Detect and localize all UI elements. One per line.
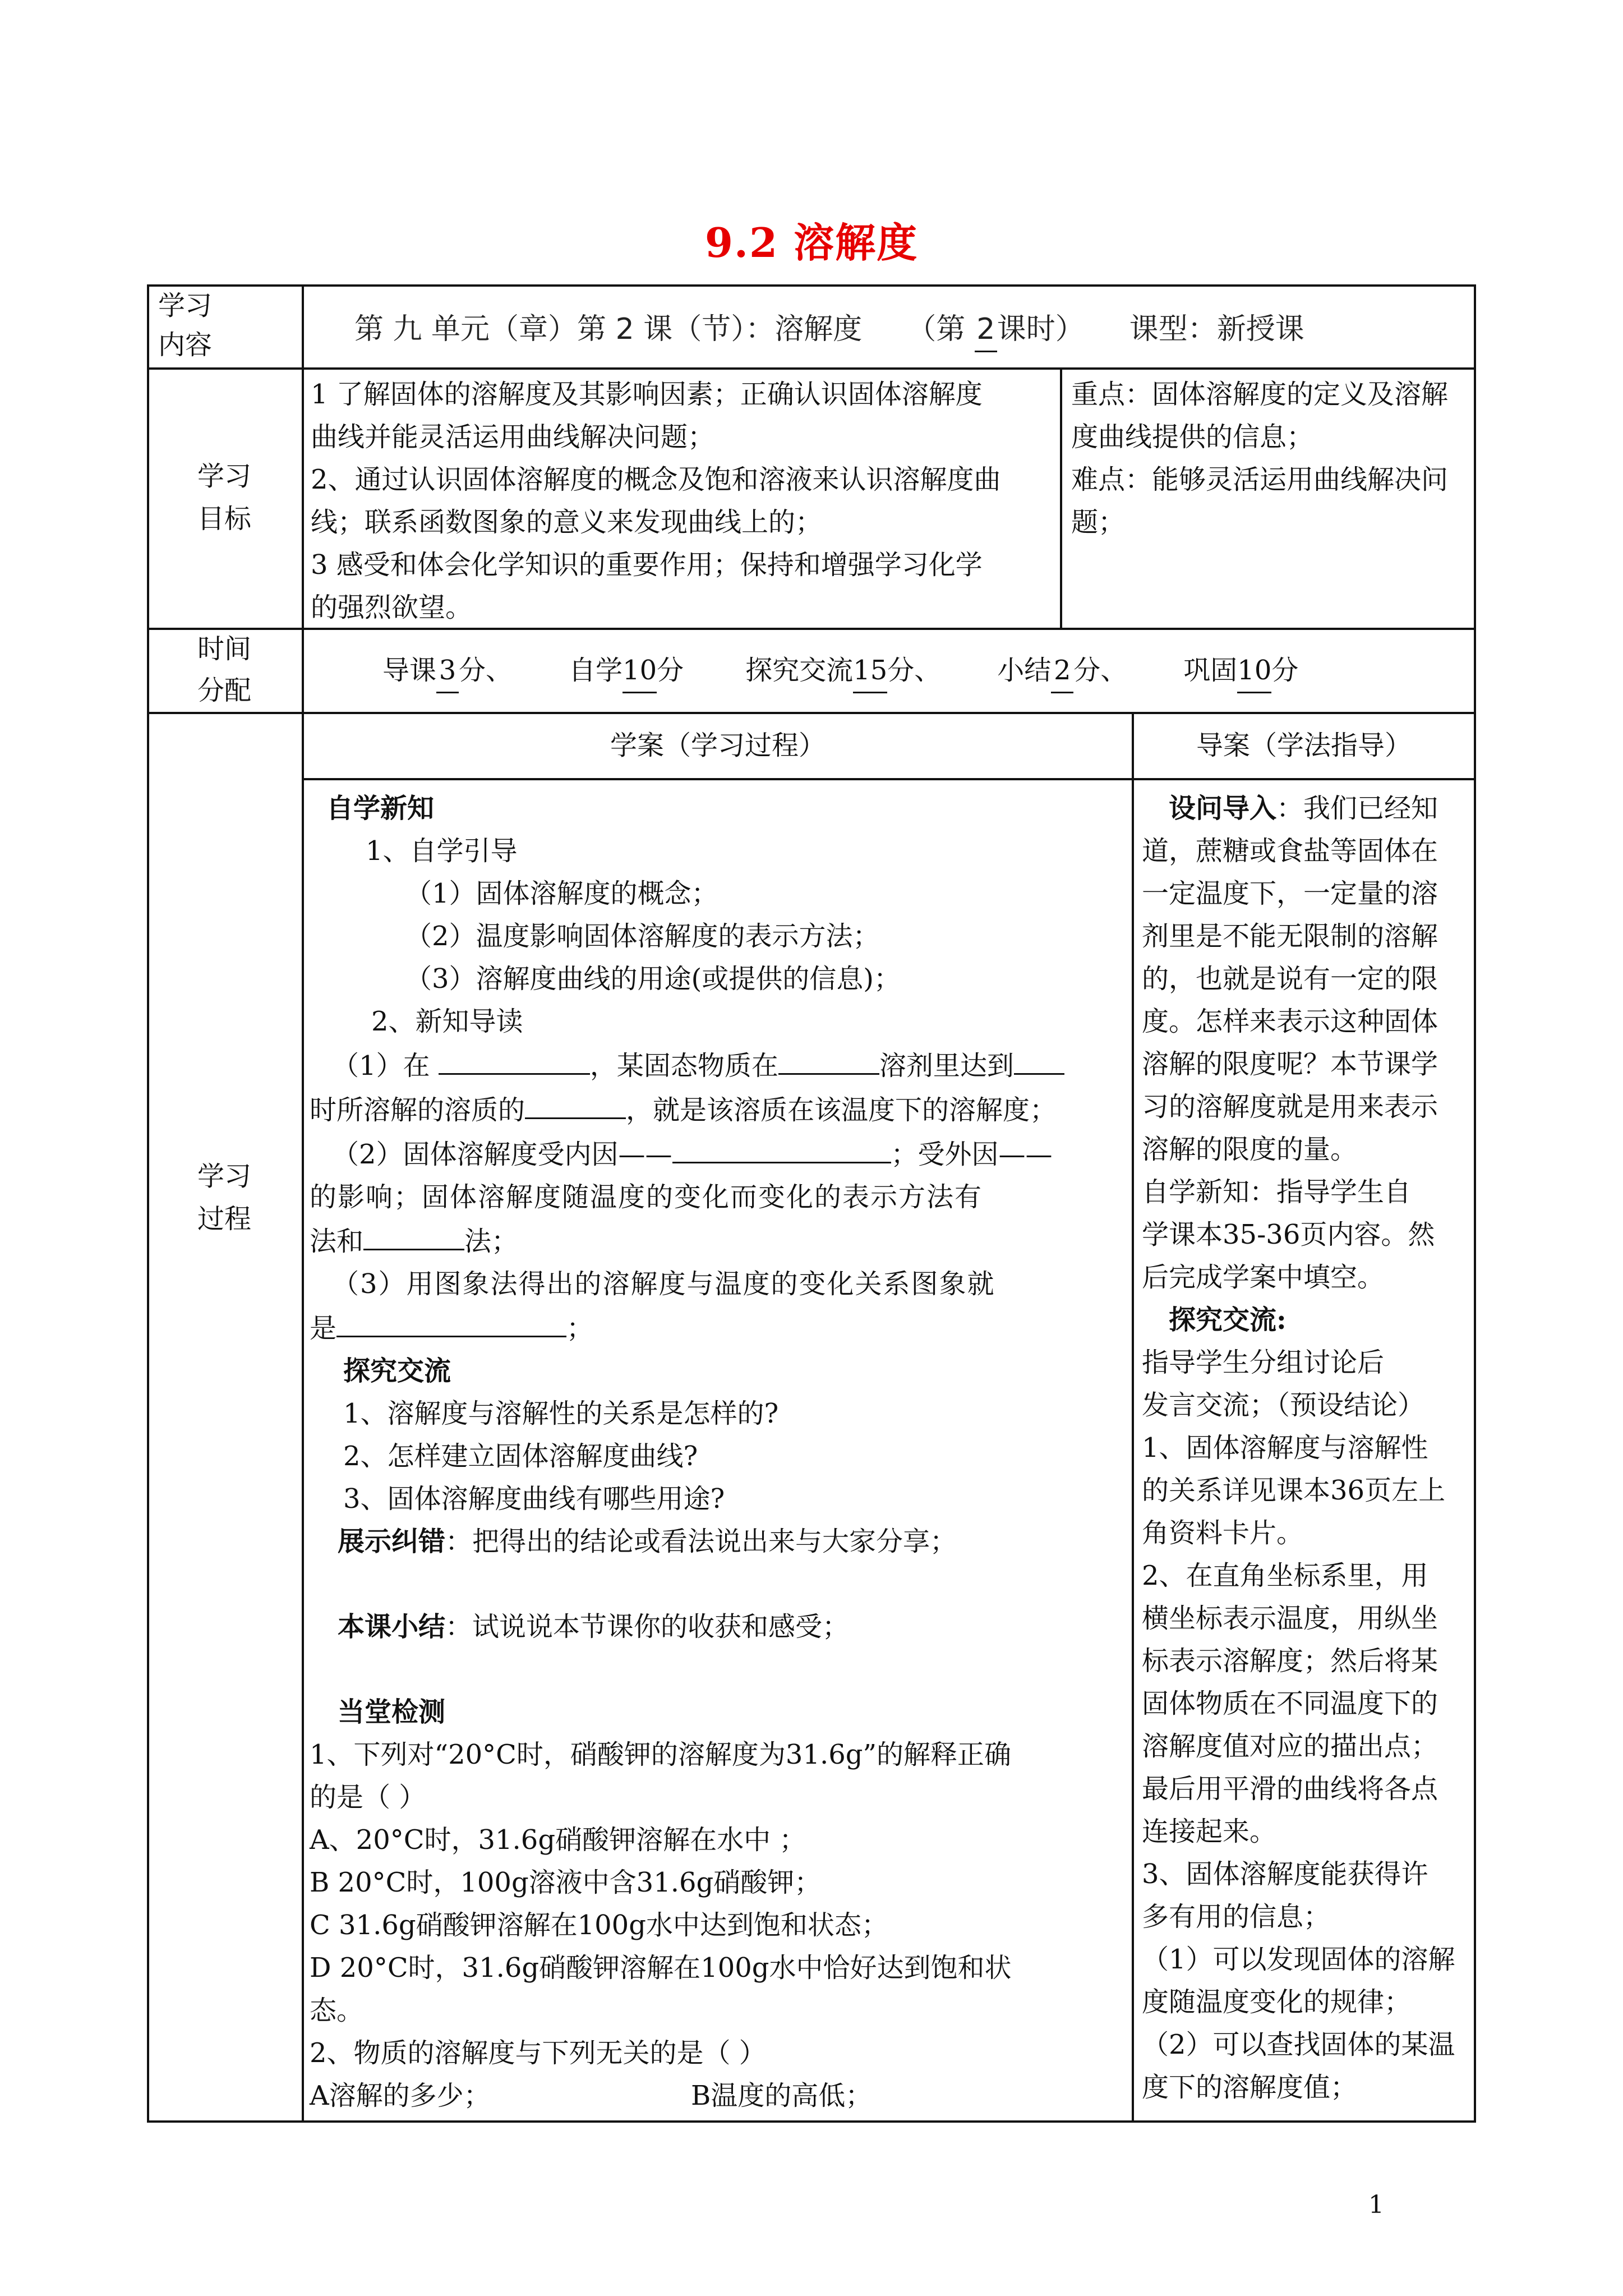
explore-item: 2、怎样建立固体溶解度曲线? — [343, 1441, 698, 1472]
time-item-value: 2 — [1051, 649, 1073, 693]
lesson-type: 课型：新授课 — [1129, 312, 1304, 346]
time-item-unit: 分、 — [459, 655, 513, 686]
guide-item: （1）固体溶解度的概念； — [405, 878, 718, 909]
question-1-line-2: 的是（ ） — [310, 1782, 426, 1813]
teaching-guide-content — [1142, 787, 1473, 2109]
fill-line-6: （3）用图象法得出的溶解度与温度的变化关系图象就 — [332, 1268, 995, 1300]
fill-line-3 — [310, 1131, 1128, 1176]
explore-item: 3、固体溶解度曲线有哪些用途? — [343, 1483, 725, 1515]
key-point-line: 重点：固体溶解度的定义及溶解 — [1071, 379, 1449, 410]
guide-line: 多有用的信息； — [1142, 1901, 1331, 1932]
row-label-time: 时间 — [197, 633, 251, 665]
lesson-number: 2 — [975, 308, 997, 352]
lesson-suffix: 课时） — [997, 312, 1085, 346]
guide-line: 横坐标表示温度，用纵坐 — [1142, 1603, 1438, 1634]
process-header-divider — [302, 778, 1476, 780]
row-label-process: 学习 — [197, 1161, 251, 1192]
time-item-value: 3 — [436, 649, 459, 693]
row-divider — [147, 367, 1476, 370]
key-points — [1071, 373, 1469, 544]
fill-text: ；受外因—— — [891, 1139, 1053, 1170]
explore-title: 探究交流 — [343, 1355, 451, 1387]
question-2-line: 2、物质的溶解度与下列无关的是（ ） — [310, 2037, 766, 2069]
learning-goals — [311, 373, 1057, 629]
row-label-process-2: 过程 — [197, 1203, 251, 1235]
show-label: 展示纠错 — [338, 1526, 446, 1557]
time-item-value: 10 — [623, 649, 657, 693]
guide-line: 角资料卡片。 — [1142, 1517, 1304, 1549]
goal-line: 3 感受和体会化学知识的重要作用；保持和增强学习化学 — [311, 549, 983, 581]
goals-column-divider — [1060, 367, 1062, 628]
lesson-prefix: （第 — [907, 312, 975, 346]
fill-blank[interactable] — [672, 1131, 891, 1163]
guide-line: 溶解的限度呢？本节课学 — [1142, 1048, 1438, 1080]
show-line — [310, 1520, 1128, 1563]
table-border-bottom — [147, 2120, 1476, 2123]
summary-label: 本课小结 — [338, 1611, 446, 1642]
lesson-plan-table — [147, 284, 1476, 2123]
row-label-content: 学习 — [158, 290, 213, 321]
guide-line: 的，也就是说有一定的限 — [1142, 963, 1438, 995]
row-label-time-2: 分配 — [197, 675, 251, 706]
time-item-name: 巩固 — [1183, 655, 1238, 686]
guide-line: 设问导入：我们已经知 — [1169, 793, 1438, 824]
unit-lesson-heading — [354, 308, 1304, 352]
study-plan-header: 学案（学习过程） — [610, 730, 826, 761]
guide-line: （2）可以查找固体的某温 — [1142, 2029, 1455, 2060]
guide-line: 学课本35-36页内容。然 — [1142, 1219, 1435, 1250]
guide-line: 连接起来。 — [1142, 1816, 1277, 1847]
table-border-right — [1474, 284, 1476, 2123]
self-study-title: 自学新知 — [326, 793, 435, 824]
guide-line: 度随温度变化的规律； — [1142, 1986, 1412, 2018]
question-2-option: A溶解的多少； — [310, 2080, 491, 2111]
row-label-goals-2: 目标 — [197, 503, 251, 535]
fill-line-5 — [310, 1218, 1128, 1263]
question-1-option: D 20°C时，31.6g硝酸钾溶解在100g水中恰好达到饱和状 — [310, 1952, 1012, 1984]
fill-line-7 — [310, 1305, 1128, 1350]
guide-line: 剂里是不能无限制的溶解 — [1142, 921, 1438, 952]
fill-text: 是 — [310, 1313, 337, 1344]
fill-blank[interactable] — [336, 1305, 566, 1337]
page-number: 1 — [1368, 2191, 1384, 2219]
key-point-line: 度曲线提供的信息； — [1071, 421, 1314, 453]
guide-item: （3）溶解度曲线的用途(或提供的信息)； — [405, 963, 901, 995]
page-title: 9.2 溶解度 — [704, 219, 919, 266]
question-1-option: 态。 — [310, 1995, 364, 2026]
fill-text: （2）固体溶解度受内因—— — [332, 1139, 672, 1170]
guide-item: （2）温度影响固体溶解度的表示方法； — [405, 921, 880, 952]
guide-line: 度。怎样来表示这种固体 — [1142, 1006, 1438, 1037]
fill-text: 时所溶解的溶质的 — [310, 1094, 525, 1126]
guide-line: 度下的溶解度值； — [1142, 2072, 1358, 2103]
time-item-value: 10 — [1237, 649, 1271, 693]
goal-line: 曲线并能灵活运用曲线解决问题； — [311, 421, 715, 453]
fill-line-4: 的影响；固体溶解度随温度的变化而变化的表示方法有 — [310, 1181, 983, 1213]
fill-line-2 — [310, 1087, 1128, 1131]
guide-line: 固体物质在不同温度下的 — [1142, 1688, 1438, 1719]
guide-line: 探究交流: — [1169, 1304, 1287, 1336]
guide-line: 发言交流；（预设结论） — [1142, 1389, 1425, 1421]
new-read-title: 2、新知导读 — [371, 1006, 523, 1037]
time-allocation — [382, 649, 1298, 693]
show-text: ：把得出的结论或看法说出来与大家分享； — [445, 1526, 957, 1557]
explore-item: 1、溶解度与溶解性的关系是怎样的? — [343, 1398, 779, 1429]
goal-line: 线；联系函数图象的意义来发现曲线上的； — [311, 507, 823, 538]
guide-line: 自学新知：指导学生自 — [1142, 1176, 1412, 1208]
question-1-line: 1、下列对“20°C时，硝酸钾的溶解度为31.6g”的解释正确 — [310, 1739, 1012, 1770]
guide-line: 3、固体溶解度能获得许 — [1142, 1858, 1428, 1890]
time-item-name: 小结 — [997, 655, 1052, 686]
goal-line: 2、通过认识固体溶解度的概念及饱和溶液来认识溶解度曲 — [311, 464, 1001, 495]
time-item-unit: 分、 — [887, 655, 942, 686]
question-1-option: A、20°C时，31.6g硝酸钾溶解在水中 ； — [310, 1824, 806, 1856]
guide-line: 最后用平滑的曲线将各点 — [1142, 1773, 1438, 1805]
fill-line-1 — [310, 1043, 1128, 1087]
guide-line: （1）可以发现固体的溶解 — [1142, 1944, 1455, 1975]
row-divider — [147, 712, 1476, 714]
guide-line: 习的溶解度就是用来表示 — [1142, 1091, 1438, 1122]
test-title: 当堂检测 — [338, 1696, 446, 1728]
time-item-unit: 分 — [657, 655, 684, 686]
study-plan-content — [310, 787, 1128, 2117]
time-item-unit: 分、 — [1073, 655, 1128, 686]
time-item-name: 自学 — [569, 655, 623, 686]
process-column-divider — [1132, 712, 1134, 2123]
fill-blank[interactable] — [1014, 1043, 1064, 1075]
fill-text: ，就是该溶质在该温度下的溶解度； — [626, 1094, 1057, 1126]
guide-line: 一定温度下，一定量的溶 — [1142, 878, 1438, 909]
guide-line: 溶解度值对应的描出点； — [1142, 1731, 1438, 1762]
teaching-guide-header: 导案（学法指导） — [1196, 730, 1412, 761]
fill-text: ； — [566, 1313, 594, 1344]
time-item-unit: 分 — [1271, 655, 1299, 686]
summary-line — [310, 1605, 1128, 1648]
fill-blank[interactable] — [363, 1218, 464, 1250]
question-2-options — [310, 2074, 1128, 2117]
question-2-option: B温度的高低； — [691, 2080, 873, 2111]
fill-text: ，某固态物质在 — [589, 1050, 778, 1082]
table-border-top — [147, 284, 1476, 287]
fill-text: 溶剂里达到 — [879, 1050, 1014, 1082]
label-column-divider — [302, 284, 304, 2123]
guide-line: 标表示溶解度；然后将某 — [1142, 1645, 1438, 1677]
time-item-value: 15 — [853, 649, 887, 693]
fill-blank[interactable] — [778, 1043, 879, 1075]
guide-line: 的关系详见课本36页左上 — [1142, 1475, 1446, 1506]
guide-line: 指导学生分组讨论后 — [1142, 1347, 1385, 1378]
key-point-line: 题； — [1071, 507, 1126, 538]
summary-text: ：试说说本节课你的收获和感受； — [445, 1611, 850, 1642]
fill-blank[interactable] — [439, 1043, 590, 1075]
fill-text: 法和 — [310, 1226, 364, 1257]
fill-blank[interactable] — [525, 1087, 626, 1119]
row-label-goals: 学习 — [197, 461, 251, 492]
question-1-option: C 31.6g硝酸钾溶解在100g水中达到饱和状态； — [310, 1910, 888, 1941]
guide-line: 溶解的限度的量。 — [1142, 1134, 1358, 1165]
guide-line: 2、在直角坐标系里，用 — [1142, 1560, 1428, 1591]
guide-line: 后完成学案中填空。 — [1142, 1262, 1385, 1293]
fill-text: 法； — [464, 1226, 519, 1257]
goal-line: 1 了解固体的溶解度及其影响因素；正确认识固体溶解度 — [311, 379, 983, 410]
fill-text: （1）在 — [332, 1050, 439, 1082]
time-item-name: 探究交流 — [745, 655, 854, 686]
goal-line: 的强烈欲望。 — [311, 592, 473, 623]
question-1-option: B 20°C时，100g溶液中含31.6g硝酸钾； — [310, 1867, 822, 1898]
time-item-name: 导课 — [382, 655, 437, 686]
key-point-line: 难点：能够灵活运用曲线解决问 — [1071, 464, 1449, 495]
unit-lesson-text: 第 九 单元（章）第 2 课（节）：溶解度 — [354, 312, 863, 346]
guide-title: 1、自学引导 — [366, 835, 518, 867]
row-label-content-2: 内容 — [158, 329, 213, 361]
guide-line: 1、固体溶解度与溶解性 — [1142, 1432, 1428, 1464]
guide-line: 道，蔗糖或食盐等固体在 — [1142, 835, 1438, 867]
